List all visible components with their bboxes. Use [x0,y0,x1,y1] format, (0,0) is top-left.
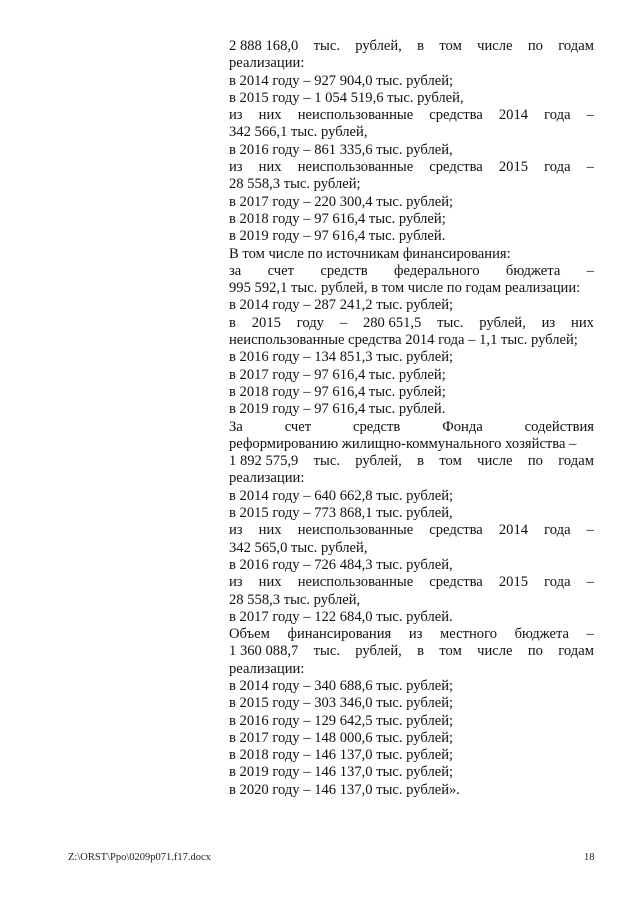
text-line: в 2019 году – 97 616,4 тыс. рублей. [229,401,446,418]
text-line: реализации: [229,470,305,487]
text-word: из [229,522,243,539]
text-word: них [258,107,282,124]
text-line: неиспользованные средства 2014 года – 1,1 тыс. рублей; [229,332,578,349]
text-word: годам [558,38,594,54]
text-word: них [571,314,594,331]
text-line: в 2019 году – 146 137,0 тыс. рублей; [229,764,454,781]
text-word: средств [353,418,401,435]
text-line: 28 558,3 тыс. рублей, [229,591,361,608]
text-word: – [586,107,594,124]
text-word: том [439,38,462,54]
text-word: числе [477,453,513,470]
text-line: в 2018 году – 97 616,4 тыс. рублей; [229,383,446,400]
text-word: бюджета [514,626,570,643]
text-word: счет [284,418,312,435]
text-word: тыс. [313,38,340,54]
text-word: – [586,522,594,539]
text-line: в 2015 году – 1 054 519,6 тыс. рублей, [229,89,464,106]
text-line [229,107,594,124]
text-word: в [229,314,236,331]
text-word: средств [320,262,368,279]
text-line [229,159,594,176]
text-word: средства [429,522,483,539]
text-word: них [258,159,282,176]
text-line [229,315,594,332]
text-word: 1 360 088,7 [229,643,299,660]
text-word: них [258,574,282,591]
text-word: числе [477,38,513,54]
text-line: В том числе по источникам финансирования: [229,245,511,262]
text-line: в 2016 году – 726 484,3 тыс. рублей, [229,556,453,573]
text-line: в 2014 году – 287 241,2 тыс. рублей; [229,297,454,314]
text-word: 2014 [498,107,529,124]
text-word: из [229,159,243,176]
text-word: Объем [229,626,270,643]
text-line: в 2017 году – 220 300,4 тыс. рублей; [229,193,454,210]
text-word: федерального [394,262,480,279]
text-word: годам [558,453,594,470]
text-line [229,453,594,470]
text-word: года [544,574,571,591]
text-word: года [544,159,571,176]
text-word: 2014 [498,522,529,539]
text-word: бюджета [505,262,561,279]
text-word: тыс. [313,643,340,660]
text-line: в 2016 году – 134 851,3 тыс. рублей; [229,349,454,366]
text-word: – [586,574,594,591]
text-line: в 2019 году – 97 616,4 тыс. рублей. [229,228,446,245]
text-word: из [229,107,243,124]
text-line: в 2015 году – 773 868,1 тыс. рублей, [229,505,453,522]
text-word: 280 651,5 [362,314,422,331]
text-word: 1 892 575,9 [229,453,299,470]
text-line [229,419,594,436]
text-word: по [527,643,543,660]
text-line: в 2014 году – 340 688,6 тыс. рублей; [229,677,454,694]
text-line: 28 558,3 тыс. рублей; [229,176,361,193]
text-word: по [527,38,543,54]
text-word: в [417,643,425,660]
text-word: года [544,107,571,124]
text-word: неиспользованные [297,159,414,176]
text-word: – [586,262,594,279]
text-word: в [417,38,425,54]
text-word: по [527,453,543,470]
text-line: 995 592,1 тыс. рублей, в том числе по годам реализации: [229,280,581,297]
text-word: них [258,522,282,539]
text-line: в 2016 году – 129 642,5 тыс. рублей; [229,712,454,729]
text-line: реформированию жилищно-коммунального хозяйства – [229,435,577,452]
text-word: году [296,314,324,331]
text-word: неиспользованные [297,574,414,591]
text-line: в 2020 году – 146 137,0 тыс. рублей». [229,781,460,798]
text-line: реализации: [229,660,305,677]
text-word: года [544,522,571,539]
text-word: – [339,314,348,331]
text-line [229,643,594,660]
text-word: рублей, [479,314,526,331]
text-line: в 2016 году – 861 335,6 тыс. рублей, [229,141,453,158]
text-word: рублей, [355,643,402,660]
text-word: – [586,159,594,176]
text-word: содействия [524,418,594,435]
text-line: в 2017 году – 97 616,4 тыс. рублей; [229,366,446,383]
text-line [229,574,594,591]
text-line: в 2014 году – 640 662,8 тыс. рублей; [229,487,454,504]
text-word: рублей, [355,453,402,470]
text-word: из [541,314,556,331]
text-word: за [229,262,242,279]
text-word: из [229,574,243,591]
text-word: 2 888 168,0 [229,38,299,54]
text-word: За [229,418,243,435]
text-word: – [586,626,594,643]
text-line: 342 566,1 тыс. рублей, [229,124,368,141]
text-word: том [439,453,462,470]
text-word: рублей, [355,38,402,54]
text-word: местного [440,626,498,643]
text-word: тыс. [313,453,340,470]
text-word: счет [267,262,295,279]
text-line: в 2015 году – 303 346,0 тыс. рублей; [229,695,454,712]
text-line [229,626,594,643]
text-line: в 2018 году – 97 616,4 тыс. рублей; [229,210,446,227]
text-word: финансирования [287,626,392,643]
footer-page-number: 18 [584,852,595,863]
text-word: тыс. [437,314,464,331]
text-word: числе [477,643,513,660]
text-line: реализации: [229,55,305,72]
text-word: 2015 [251,314,281,331]
text-line: в 2014 году – 927 904,0 тыс. рублей; [229,72,454,89]
body-text [229,38,594,799]
text-line [229,522,594,539]
text-word: 2015 [498,159,529,176]
text-word: 2015 [498,574,529,591]
text-word: средства [429,574,483,591]
text-word: Фонда [442,418,483,435]
text-line: в 2018 году – 146 137,0 тыс. рублей; [229,747,454,764]
text-word: неиспользованные [297,107,414,124]
text-word: средства [429,159,483,176]
text-line: в 2017 году – 148 000,6 тыс. рублей; [229,729,454,746]
text-word: из [408,626,423,643]
footer-file-path: Z:\ORST\Ppo\0209p071.f17.docx [68,852,211,863]
text-line: в 2017 году – 122 684,0 тыс. рублей. [229,608,453,625]
text-line [229,263,594,280]
text-word: годам [558,643,594,660]
text-line: 342 565,0 тыс. рублей, [229,539,368,556]
text-word: в [417,453,425,470]
text-word: том [439,643,462,660]
text-word: неиспользованные [297,522,414,539]
text-line [229,38,594,55]
text-word: средства [429,107,483,124]
